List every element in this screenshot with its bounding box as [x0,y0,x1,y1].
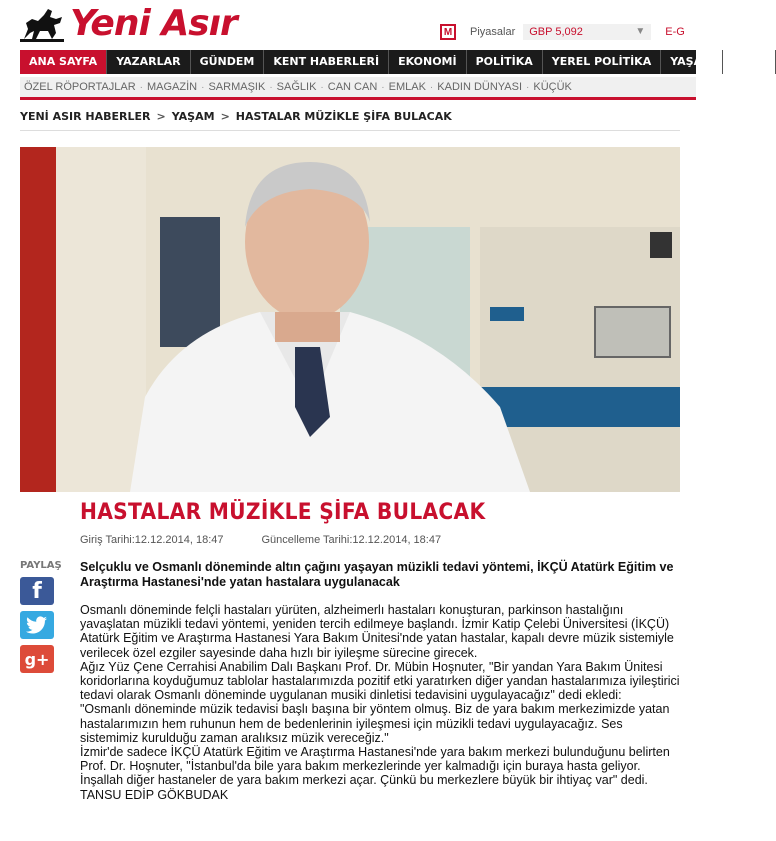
breadcrumb-item-current: HASTALAR MÜZİKLE ŞİFA BULACAK [235,110,452,123]
market-ticker[interactable] [440,22,685,42]
breadcrumb [20,110,452,123]
doctor-portrait-image [20,147,680,492]
subnav-item[interactable]: KÜÇÜK [533,81,572,93]
share-panel [20,560,66,673]
article-headline: HASTALAR MÜZİKLE ŞİFA BULACAK [80,500,486,525]
subnav-item[interactable]: KADIN DÜNYASI [437,81,523,93]
horse-rider-icon [18,5,66,43]
market-value-text: GBP 5,092 [529,26,583,38]
facebook-icon: f [32,578,42,604]
article-body [80,603,680,802]
chevron-down-icon: ▼ [635,26,646,37]
article-author: TANSU EDİP GÖKBUDAK [80,787,229,802]
market-icon: M [440,24,456,40]
article-photo [20,147,680,492]
article-paragraph: "Osmanlı döneminde müzik tedavisi başlı başına bir yöntem olmuş. Biz de yara bakım merkezimizde yatan hastalarımızın hem ruhunun hem de bedenlerinin iyileşmesi için müzikli tedavi uygulayacağız. Ses sistemimiz kurulduğu zaman aralıksız müzik vereceğiz." [80,702,670,745]
google-plus-share-button[interactable] [20,645,54,673]
article-dates [80,534,479,546]
nav-item-kent-haberleri[interactable]: KENT HABERLERİ [264,50,389,74]
twitter-icon [26,616,48,634]
nav-item-yasam[interactable]: YAŞAM [661,50,723,74]
breadcrumb-item[interactable]: YAŞAM [171,110,215,123]
nav-item-yazarlar[interactable]: YAZARLAR [107,50,190,74]
sub-nav: ÖZEL RÖPORTAJLAR · MAGAZİN · SARMAŞIK · SAĞLIK · CAN CAN · EMLAK · KADIN DÜNYASI · KÜÇÜK [20,77,696,97]
google-plus-icon: g+ [24,649,50,669]
breadcrumb-item[interactable]: YENİ ASIR HABERLER [20,110,151,123]
article-paragraph: İzmir'de sadece İKÇÜ Atatürk Eğitim ve Araştırma Hastanesi'nde yara bakım merkezi bulunduğunu belirten Prof. Dr. Hoşnuter, "İstanbul'da bile yara bakım merkezlerinde yer kalmadığı için buraya hasta geliyor. İnşallah diğer hastaneler de yara bakım merkezi açar. Çünkü bu merkezlere büyük bir ihtiyaç var" dedi. [80,745,670,788]
nav-item-gundem[interactable]: GÜNDEM [191,50,265,74]
site-logo[interactable] [18,4,237,44]
main-nav [20,50,766,74]
nav-divider [20,97,696,100]
breadcrumb-separator: > [220,110,230,123]
subnav-item[interactable]: EMLAK [388,81,426,93]
facebook-share-button[interactable] [20,577,54,605]
breadcrumb-separator: > [156,110,166,123]
article-paragraph: Osmanlı döneminde felçli hastaları yürüten, alzheimerlı hastaları konuşturan, parkinson hastalığını yavaşlatan müzikli tedavi yöntemi, yeniden tercih edilmeye başlandı. İzmir Katip Çelebi Üniversitesi (İKÇÜ) Atatürk Eğitim ve Araştırma Hastanesi Yara Bakım Ünitesi'nde yatan hastalar, kapalı devre müzik sistemiyle verilecek özel ezgiler sayesinde daha hızlı bir iyileşme sürecine girecek. [80,603,674,660]
subnav-item[interactable]: MAGAZİN [147,81,198,93]
logo-text: Yeni Asır [70,3,237,44]
nav-item-yerel-politika[interactable]: YEREL POLİTİKA [543,50,661,74]
subnav-item[interactable]: SAĞLIK [276,81,317,93]
subnav-item[interactable]: ÖZEL RÖPORTAJLAR [24,81,136,93]
nav-item-politika[interactable]: POLİTİKA [467,50,543,74]
article-lead: Selçuklu ve Osmanlı döneminde altın çağını yaşayan müzikli tedavi yöntemi, İKÇÜ Atatürk Eğitim ve Araştırma Hastanesi'nde yatan hastalara uygulanacak [80,560,674,589]
market-select[interactable] [523,24,651,40]
share-label: PAYLAŞ [20,560,62,571]
nav-item-ana-sayfa[interactable]: ANA SAYFA [20,50,107,74]
article-paragraph: Ağız Yüz Çene Cerrahisi Anabilim Dalı Başkanı Prof. Dr. Mübin Hoşnuter, "Bir yandan Yara Bakım Ünitesi koridorlarına koyduğumuz tablolar hastalarımızda pozitif etki yaratırken diğer yandan hastalarımıza iyileştirici tedavi olarak Osmanlı döneminde uygulanan musiki dinletisi tedavisini uygulayacağız" dedi ekledi: [80,659,680,703]
updated-date: Güncelleme Tarihi:12.12.2014, 18:47 [261,534,442,546]
subnav-item[interactable]: CAN CAN [327,81,378,93]
divider [20,130,680,131]
nav-item-spor[interactable]: SPOR [723,50,776,74]
market-extra[interactable]: E-G [665,26,685,38]
site-header [0,0,696,50]
subnav-item[interactable]: SARMAŞIK [208,81,266,93]
market-label: Piyasalar [470,26,516,38]
twitter-share-button[interactable] [20,611,54,639]
published-date: Giriş Tarihi:12.12.2014, 18:47 [80,534,224,546]
nav-item-ekonomi[interactable]: EKONOMİ [389,50,467,74]
